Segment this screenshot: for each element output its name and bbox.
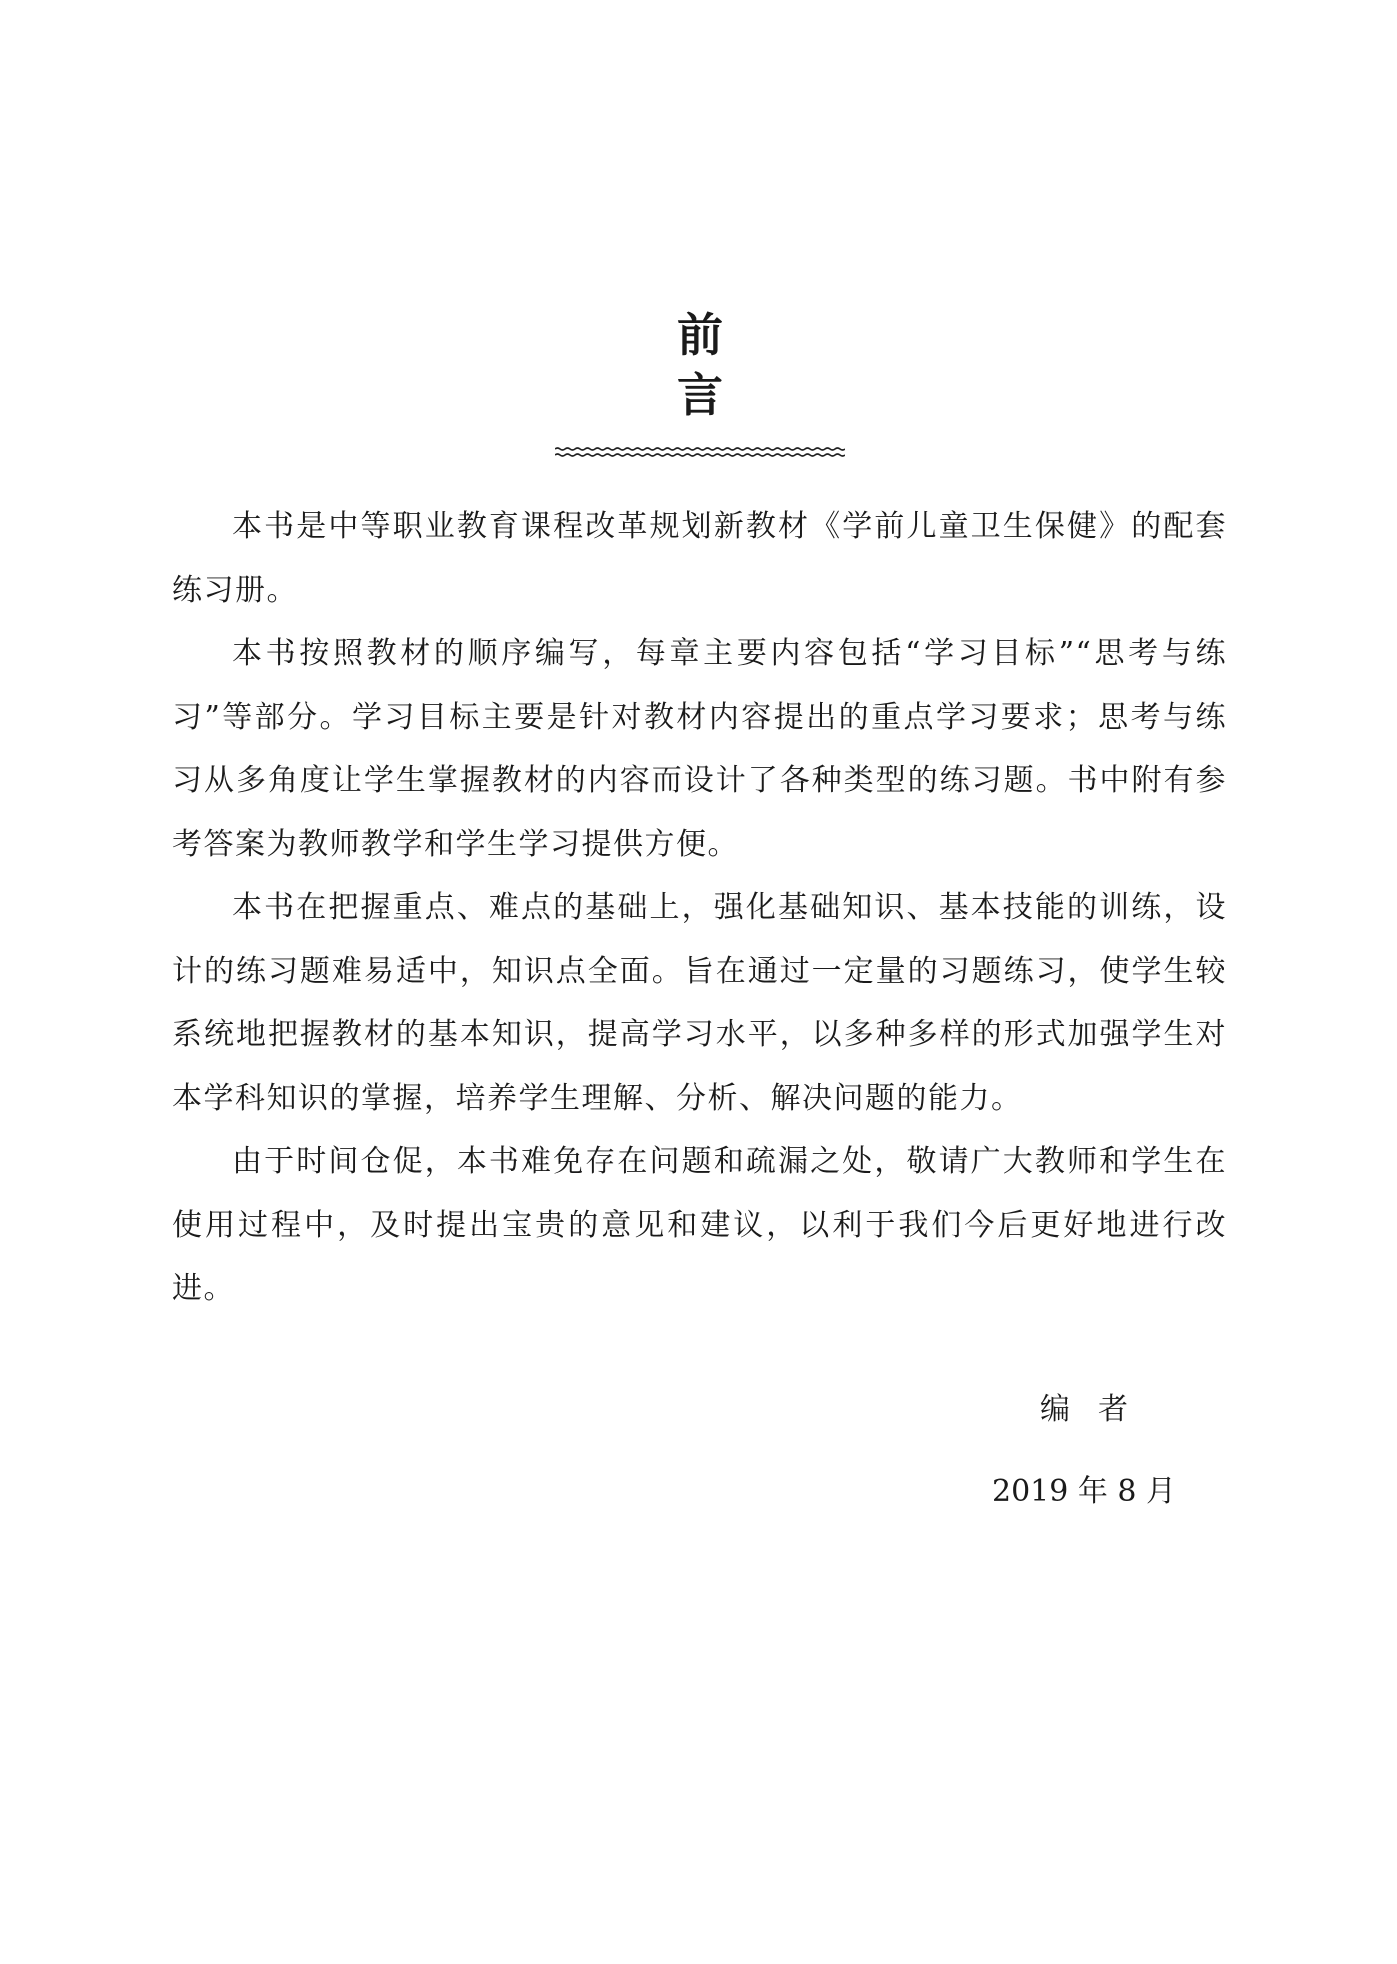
title-block — [540, 305, 929, 459]
paragraph-2: 本书按照教材的顺序编写，每章主要内容包括“学习目标”“思考与练习”等部分。学习目标主要是针对教材内容提出的重点学习要求；思考与练习从多角度让学生掌握教材的内容而设计了各种类型的练习题。书中附有参考答案为教师教学和学生学习提供方便。 — [172, 636, 1227, 862]
wavy-underline-ornament — [555, 445, 845, 459]
paragraph-3: 本书在把握重点、难点的基础上，强化基础知识、基本技能的训练，设计的练习题难易适中，知识点全面。旨在通过一定量的习题练习，使学生较系统地把握教材的基本知识，提高学习水平，以多种多样的形式加强学生对本学科知识的掌握，培养学生理解、分析、解决问题的能力。 — [172, 890, 1227, 1116]
paragraph-4: 由于时间仓促，本书难免存在问题和疏漏之处，敬请广大教师和学生在使用过程中，及时提出宝贵的意见和建议，以利于我们今后更好地进行改进。 — [172, 1144, 1227, 1306]
signature-date: 2019 年 8 月 — [992, 1474, 1177, 1509]
signature-author: 编者 — [1040, 1392, 1156, 1427]
paragraph-1: 本书是中等职业教育课程改革规划新教材《学前儿童卫生保健》的配套练习册。 — [172, 509, 1227, 608]
page-title: 前 言 — [677, 308, 929, 422]
preface-body — [172, 495, 1227, 1321]
